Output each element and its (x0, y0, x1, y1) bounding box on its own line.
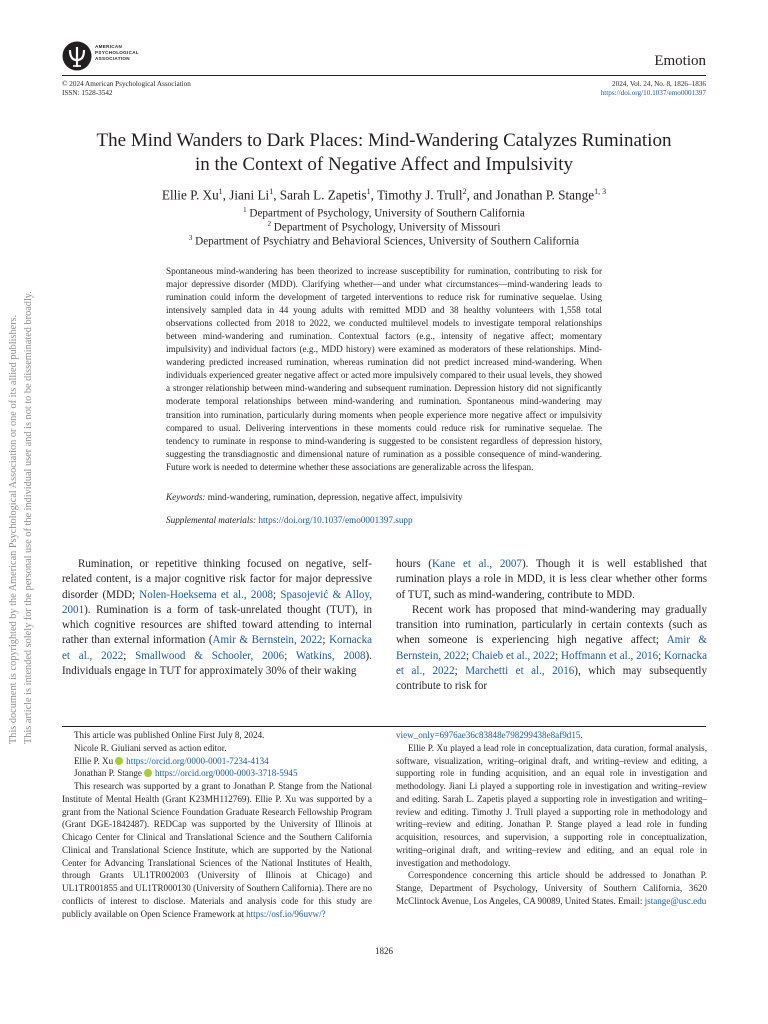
citation-link[interactable]: Watkins, 2008 (295, 649, 366, 662)
author-list (40, 187, 728, 203)
author-sup: 1, 3 (594, 187, 607, 196)
issn-line: ISSN: 1528-3542 (62, 89, 113, 97)
copyright-line: © 2024 American Psychological Association (62, 80, 191, 88)
footnote-orcid-xu (62, 755, 372, 768)
orcid-link[interactable]: https://orcid.org/0000-0003-3718-5945 (154, 768, 298, 779)
sidebar-notice-line-1: This document is copyrighted by the American Psychological Association or one of its allied publishers. (8, 314, 19, 744)
journal-name: Emotion (654, 53, 706, 69)
orcid-link[interactable]: https://orcid.org/0000-0001-7234-4134 (126, 755, 269, 766)
keywords-label: Keywords: (166, 492, 206, 502)
author-sup: 1 (269, 187, 274, 196)
citation-link[interactable]: Kane et al., 2007 (431, 558, 522, 570)
body-text: ; (658, 649, 665, 662)
orcid-author-name: Ellie P. Xu (74, 755, 114, 766)
author-name: Jonathan P. Stange (495, 187, 595, 203)
footnote-osf-continued (396, 729, 707, 742)
footnotes-right (396, 729, 707, 908)
header-rule (62, 75, 706, 76)
author-separator: , (370, 187, 377, 203)
title-line-1: The Mind Wanders to Dark Places: Mind-Wandering Catalyzes Rumination (96, 130, 672, 151)
footnote-text: . (580, 730, 583, 740)
body-text: Recent work has proposed that mind-wandering may gradually transition into rumination, particularly in certain contexts (such as when someone is experiencing high negative affect; (396, 603, 707, 647)
body-text: Rumination, or repetitive thinking focused on negative, self-related content, is a major cognitive risk factor for major depressive disorder (MDD; (62, 558, 372, 601)
logo-line-1: AMERICAN (95, 44, 123, 49)
title-line-2: in the Context of Negative Affect and Impulsivity (195, 154, 573, 175)
body-text: ; (273, 588, 281, 601)
author-separator: , (222, 187, 230, 203)
author-name: Timothy J. Trull (376, 187, 463, 203)
footnote-editor: Nicole R. Giuliani served as action editor. (74, 742, 227, 753)
body-paragraph (396, 557, 707, 603)
orcid-author-name: Jonathan P. Stange (74, 768, 142, 779)
orcid-icon[interactable] (115, 757, 123, 765)
author-sup: 1 (366, 187, 371, 196)
orcid-icon[interactable] (144, 769, 152, 777)
body-paragraph (62, 557, 372, 679)
affiliation-1 (40, 206, 728, 220)
body-text: hours ( (396, 558, 432, 570)
logo-line-3: ASSOCIATION (95, 56, 130, 61)
body-text: ; (466, 649, 472, 662)
footnotes-left (62, 729, 372, 920)
author-name: Jiani Li (229, 187, 270, 203)
citation-link[interactable]: Marchetti et al., 2016 (465, 665, 575, 678)
body-text: ), which may subsequently contribute to risk for (396, 665, 707, 693)
footnote-funding (62, 780, 372, 920)
sidebar-notice-line-2: This article is intended solely for the personal use of the individual user and is not to be disseminated broadly. (23, 291, 34, 744)
citation-link[interactable]: Chaieb et al., 2022 (471, 649, 556, 662)
author-name: Sarah L. Zapetis (279, 187, 367, 203)
citation-link[interactable]: Spasojević & Alloy, 2001 (62, 588, 372, 616)
funding-text: This research was supported by a grant to Jonathan P. Stange from the National Institute of Mental Health (Grant K23MH112769). Ellie P. Xu was supported by a grant from the National Science Foundation Graduate Research Fellowship Program (Grant DGE-1842487). REDCap was supported by the University of Illinois at Chicago Center for Clinical and Translational Science and the Southern California Clinical and Translational Science Institute, which are supported by the National Center for Advancing Translational Sciences of the National Institutes of Health, through Grants UL1TR002003 (University of Illinois at Chicago) and UL1TR001855 and UL1TR000130 (University of Southern California). There are no conflicts of interest to disclose. Materials and analysis code for this study are publicly available on Open Science Framework at (62, 781, 372, 919)
apa-psi-icon (62, 41, 92, 71)
affiliation-sup: 3 (188, 234, 193, 242)
citation-link[interactable]: Kornacka et al., 2022 (62, 634, 372, 662)
footnote-published: This article was published Online First July 8, 2024. (74, 730, 265, 740)
affiliation-sup: 2 (267, 220, 271, 228)
correspondence-text: Correspondence concerning this article should be addressed to Jonathan P. Stange, Department of Psychology, University of Southern California, 3620 McClintock Avenue, Los Angeles, CA 90089, United States. Email: (396, 870, 707, 906)
footnote-rule (62, 726, 706, 727)
logo-line-2: PSYCHOLOGICAL (95, 50, 139, 55)
apa-logo (62, 41, 192, 71)
body-text: ; (284, 649, 296, 662)
supplemental-label: Supplemental materials: (166, 515, 257, 525)
body-text: ; (322, 634, 330, 647)
body-text: ). Individuals engage in TUT for approximately 30% of their waking (62, 649, 372, 678)
body-column-left (62, 557, 372, 679)
author-separator: , (273, 187, 280, 203)
keywords-text: mind-wandering, rumination, depression, negative affect, impulsivity (207, 492, 463, 502)
citation-link[interactable]: Smallwood & Schooler, 2006 (135, 649, 285, 662)
affiliation-text: Department of Psychology, University of Southern California (249, 207, 525, 220)
article-title (40, 129, 728, 177)
citation-link[interactable]: Nolen-Hoeksema et al., 2008 (139, 588, 274, 601)
osf-link[interactable]: https://osf.io/96uvw/? (246, 908, 326, 919)
supplemental-materials (166, 515, 413, 525)
footnote-contributions: Ellie P. Xu played a lead role in conceptualization, data curation, formal analysis, software, visualization, writing–original draft, and writing–review and editing, a supporting role in funding acquisition, and an equal role in investigation and methodology. Jiani Li played a supporting role in investigation and writing–review and editing. Sarah L. Zapetis played a supporting role in investigation and writing–review and editing. Timothy J. Trull played a supporting role in methodology and writing–review and editing. Jonathan P. Stange played a lead role in funding acquisition, resources, and supervision, a supporting role in conceptualization, writing–original draft, and writing–review and editing, and an equal role in investigation and methodology. (396, 742, 707, 868)
citation-link[interactable]: Hoffmann et al., 2016 (561, 649, 659, 662)
citation-link[interactable]: Amir & Bernstein, 2022 (212, 634, 323, 647)
volume-block (601, 80, 706, 98)
citation-link[interactable]: Amir & Bernstein, 2022 (396, 634, 707, 662)
author-separator: , and (466, 187, 496, 203)
page-number: 1826 (375, 946, 393, 956)
email-link[interactable]: jstange@usc.edu (644, 895, 707, 906)
citation-link[interactable]: Kornacka et al., 2022 (396, 649, 707, 678)
affiliation-text: Department of Psychology, University of Missouri (273, 221, 501, 234)
author-sup: 2 (462, 187, 467, 196)
doi-link[interactable]: https://doi.org/10.1037/emo0001397 (600, 89, 706, 97)
author-sup: 1 (218, 187, 223, 196)
copyright-block (62, 80, 191, 98)
osf-link-continued[interactable]: view_only=6976ae36c83848e798299438e8af9d15 (396, 730, 581, 740)
affiliation-2 (40, 220, 728, 234)
volume-line: 2024, Vol. 24, No. 8, 1826–1836 (612, 80, 706, 88)
body-column-right (396, 557, 707, 695)
body-text: ). Rumination is a form of task-unrelated thought (TUT), in which cognitive resources are shifted toward attending to internal rather than external information ( (62, 603, 372, 647)
body-text: ). Though it is well established that rumination plays a role in MDD, it is less clear whether other forms of TUT, such as mind-wandering, contribute to MDD. (396, 558, 707, 601)
body-paragraph (396, 603, 707, 695)
body-text: ; (123, 649, 136, 662)
keywords (166, 492, 463, 502)
affiliation-text: Department of Psychiatry and Behavioral Sciences, University of Southern California (195, 235, 580, 248)
body-text: ; (555, 649, 561, 662)
affiliation-3 (40, 234, 728, 248)
abstract: Spontaneous mind-wandering has been theorized to increase susceptibility for rumination, contributing to risk for major depressive disorder (MDD). Clarifying whether—and under what circumstances—mind-wandering leads to rumination could inform the development of targeted interventions to reduce risk for ruminative sequelae. Using intensively sampled data in 44 young adults with remitted MDD and 38 healthy volunteers with 1,558 total observations collected from 2018 to 2022, we conducted multilevel models to investigate temporal relationships between mind-wandering and rumination. Contextual factors (e.g., intensity of negative affect; momentary impulsivity) and individual factors (e.g., MDD history) were examined as moderators of these relationships. Mind-wandering predicted increased rumination, whereas rumination did not predict increased mind-wandering. When individuals experienced greater negative affect or acted more impulsively compared to their usual levels, they showed a stronger relationship between mind-wandering and subsequent rumination. Depression history did not significantly moderate temporal relationships between mind-wandering and rumination. Spontaneous mind-wandering may transition into rumination, particularly during moments when people experience more negative affect or impulsivity compared to usual. Delivering interventions in these moments could reduce risk for ruminative sequelae. The tendency to ruminate in response to mind-wandering is suggested to be consistent regardless of depression history, suggesting the transdiagnostic and dimensional nature of rumination as a possible consequence of mind-wandering. Future work is needed to determine whether these associations are generalizable across the lifespan. (166, 266, 602, 472)
affiliation-sup: 1 (243, 206, 247, 214)
footnote-orcid-stange (62, 767, 372, 780)
supplemental-link[interactable]: https://doi.org/10.1037/emo0001397.supp (258, 515, 413, 525)
footnote-correspondence (396, 869, 707, 907)
apa-logo-text (95, 44, 139, 62)
author-name: Ellie P. Xu (161, 187, 219, 203)
body-text: ; (454, 665, 466, 678)
